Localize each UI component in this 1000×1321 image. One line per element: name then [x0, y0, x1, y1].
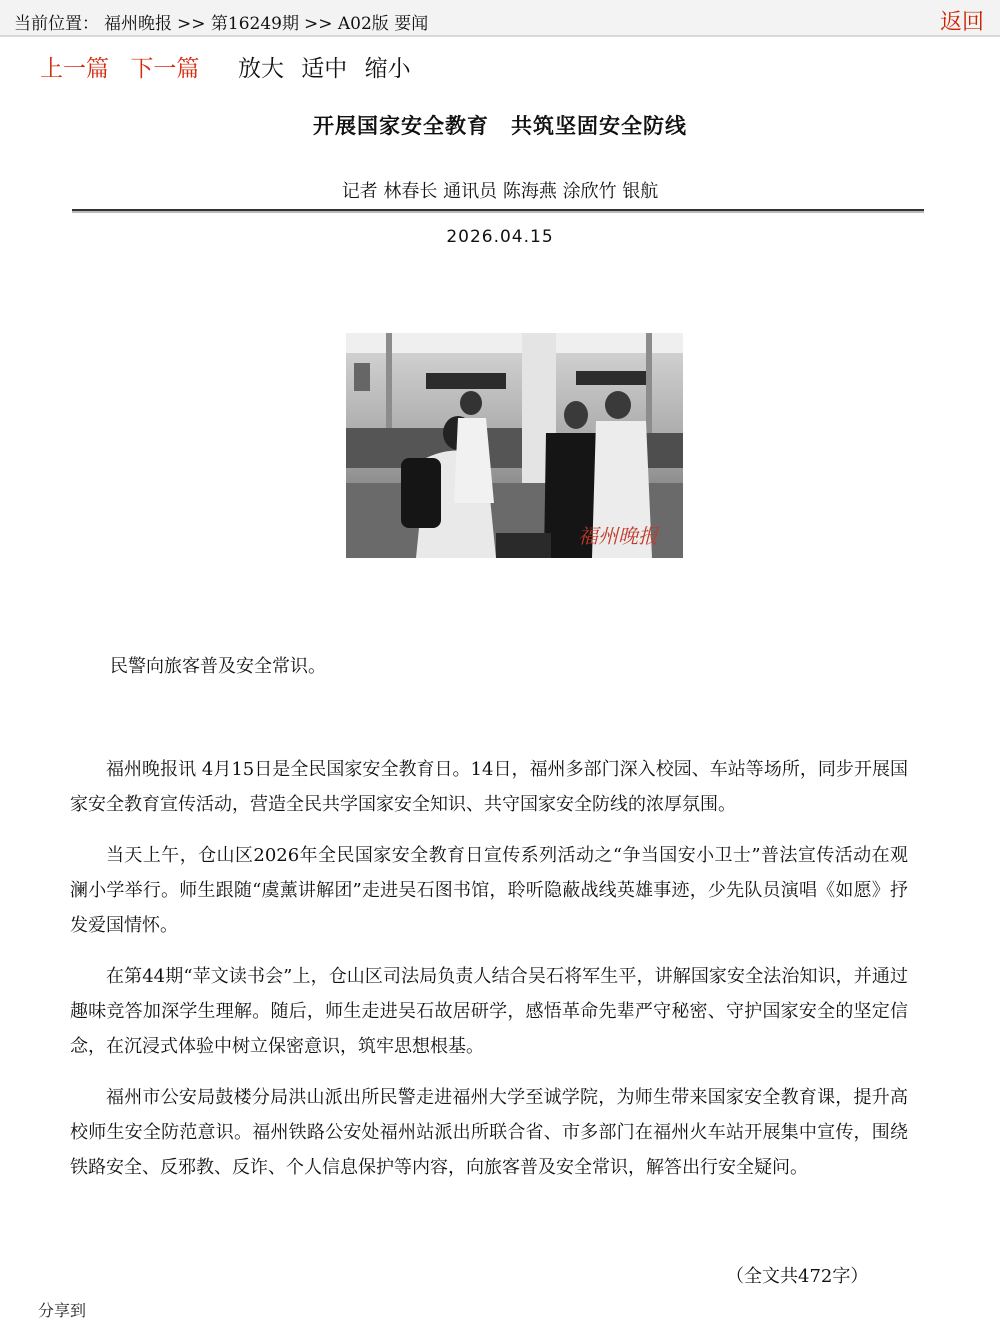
breadcrumb-paper-link[interactable]: 福州晚报 — [104, 14, 172, 34]
article-title: 开展国家安全教育 共筑坚固安全防线 — [313, 114, 687, 138]
zoom-in-button[interactable]: 放大 — [237, 56, 284, 82]
share-label: 分享到 — [38, 1301, 87, 1320]
prev-article-link[interactable]: 上一篇 — [40, 56, 109, 82]
article-paragraph: 福州晚报讯 4月15日是全民国家安全教育日。14日，福州多部门深入校园、车站等场所，同步开展国家安全教育宣传活动，营造全民共学国家安全知识、共守国家安全防线的浓厚氛围。 — [70, 759, 908, 815]
photo-caption: 民警向旅客普及安全常识。 — [110, 656, 326, 677]
breadcrumb-page-link[interactable]: >> A02版 要闻 — [303, 14, 429, 34]
back-link[interactable]: 返回 — [939, 10, 984, 35]
next-article-link[interactable]: 下一篇 — [130, 56, 200, 82]
article-byline: 记者 林春长 通讯员 陈海燕 涂欣竹 银航 — [341, 181, 659, 202]
article-body — [70, 752, 908, 1201]
breadcrumb — [14, 9, 433, 34]
article-paragraph: 当天上午，仓山区2026年全民国家安全教育日宣传系列活动之“争当国安小卫士”普法宣传活动在观澜小学举行。师生跟随“虞薰讲解团”走进吴石图书馆，聆听隐蔽战线英雄事迹，少先队员演唱《如愿》抒发爱国情怀。 — [70, 845, 908, 936]
article-paragraph: 福州市公安局鼓楼分局洪山派出所民警走进福州大学至诚学院，为师生带来国家安全教育课，提升高校师生安全防范意识。福州铁路公安处福州站派出所联合省、市多部门在福州火车站开展集中宣传，围绕铁路安全、反邪教、反诈、个人信息保护等内容，向旅客普及安全常识，解答出行安全疑问。 — [70, 1087, 908, 1178]
breadcrumb-prefix: 当前位置： — [14, 14, 99, 34]
article-date: 2026.04.15 — [446, 227, 554, 247]
title-divider — [72, 209, 924, 211]
word-count: （全文共472字） — [726, 1266, 869, 1287]
breadcrumb-issue-link[interactable]: >> 第16249期 — [177, 14, 299, 34]
article-nav — [40, 50, 421, 83]
article-photo[interactable] — [346, 333, 683, 558]
zoom-out-button[interactable]: 缩小 — [364, 56, 411, 82]
photo-watermark: 福州晚报 — [578, 524, 658, 548]
article-paragraph: 在第44期“苹文读书会”上，仓山区司法局负责人结合吴石将军生平，讲解国家安全法治知识，并通过趣味竞答加深学生理解。随后，师生走进吴石故居研学，感悟革命先辈严守秘密、守护国家安全的坚定信念，在沉浸式体验中树立保密意识，筑牢思想根基。 — [70, 966, 908, 1057]
zoom-fit-button[interactable]: 适中 — [301, 56, 348, 82]
breadcrumb-bar — [0, 0, 1000, 37]
